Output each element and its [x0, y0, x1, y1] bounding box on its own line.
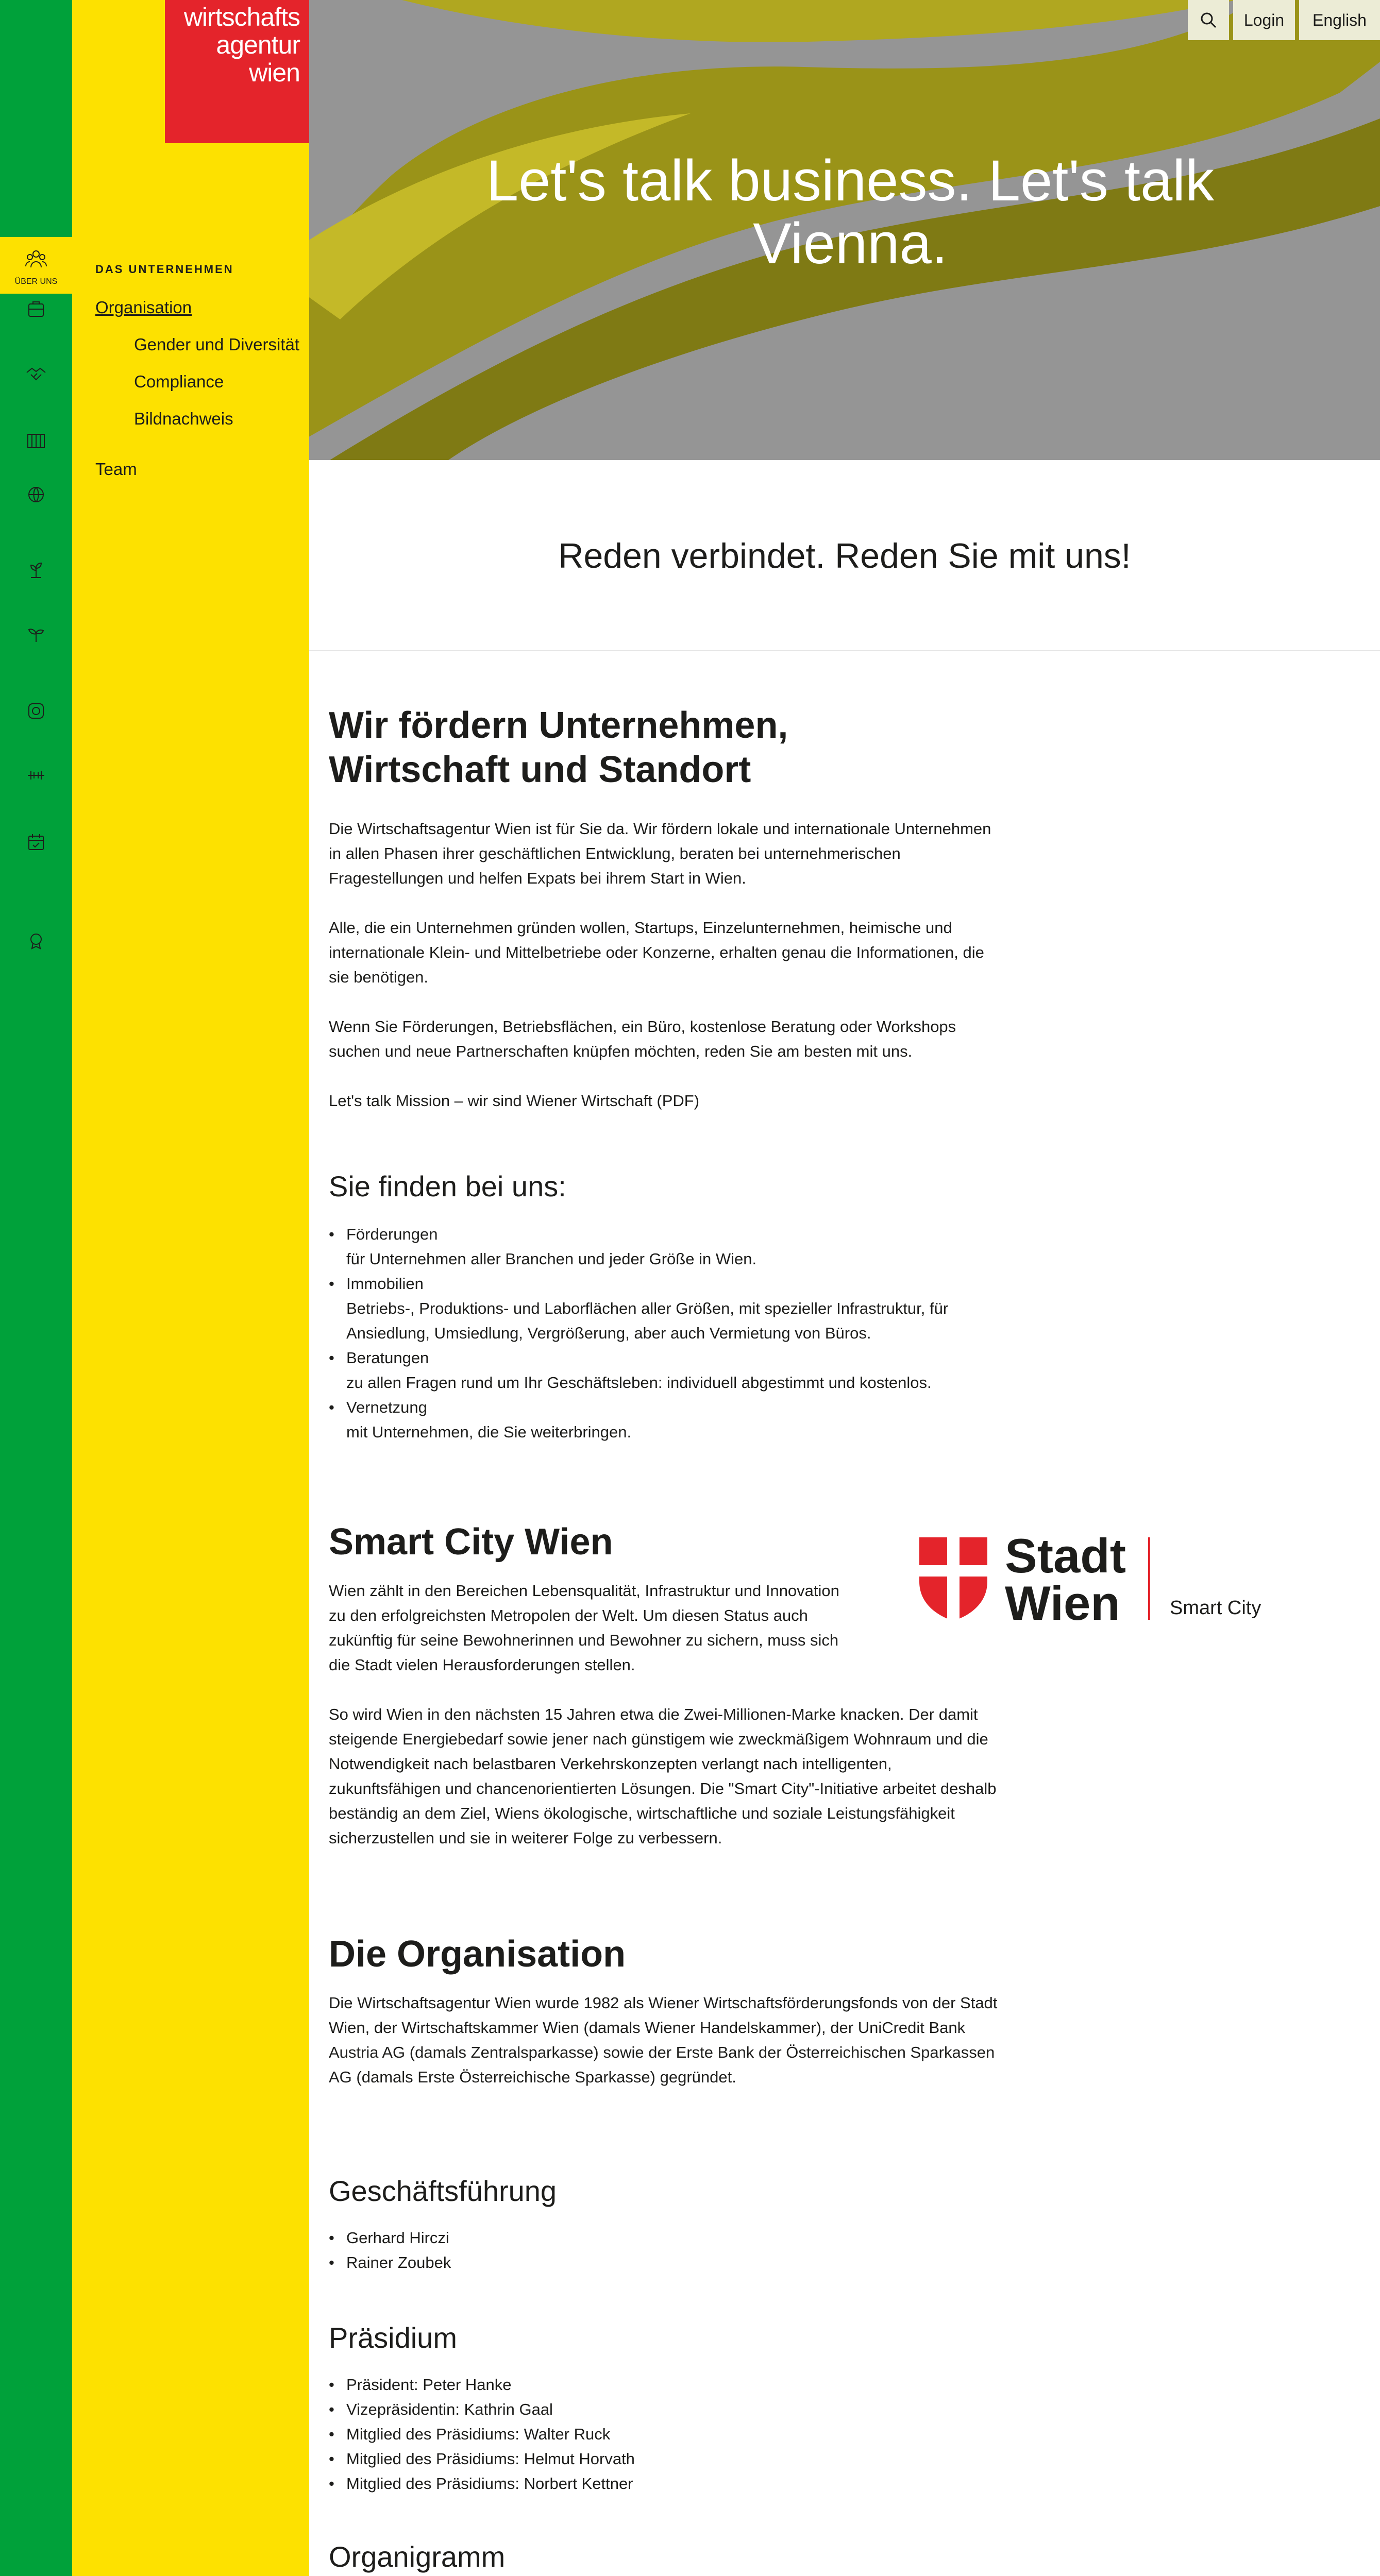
- list-item: • Beratungen zu allen Fragen rund um Ihr Geschäftsleben: individuell abgestimmt und kostenlos.: [329, 1346, 999, 1395]
- nav-item-gender-diversity[interactable]: Gender und Diversität: [134, 335, 299, 354]
- search-button[interactable]: [1188, 0, 1229, 40]
- offers-title: Sie finden bei uns:: [329, 1170, 566, 1202]
- offers-section: [329, 1170, 999, 1445]
- handshake-icon[interactable]: [18, 355, 54, 392]
- management-title: Geschäftsführung: [329, 2175, 557, 2207]
- nav-heading: DAS UNTERNEHMEN: [95, 263, 234, 276]
- list-item: • Mitglied des Präsidiums: Helmut Horvath: [329, 2447, 999, 2471]
- rail-item-ueber-uns[interactable]: [0, 237, 72, 294]
- badge-icon[interactable]: [18, 922, 54, 958]
- logo-divider: [1148, 1537, 1150, 1620]
- calendar-icon[interactable]: [18, 824, 54, 860]
- offers-list: [329, 1222, 999, 1445]
- list-item: • Vernetzung mit Unternehmen, die Sie weiterbringen.: [329, 1395, 999, 1445]
- network-icon[interactable]: [18, 757, 54, 793]
- language-button[interactable]: English: [1299, 0, 1380, 40]
- management-list: [329, 2226, 999, 2275]
- smart-city-paragraph-2: So wird Wien in den nächsten 15 Jahren etwa die Zwei-Millionen-Marke knacken. Der damit steigende Energiebedarf sowie jener nach günstigem wie zweckmäßigem Wohnraum und die Notwendigkeit nach belastbaren Verkehrskonzepten verlangt nach intelligenten, zukunftsfähigen und chancenorientierten Lösungen. Die "Smart City"-Initiative arbeitet deshalb beständig an dem Ziel, Wiens ökologische, wirtschaftliche und soziale Leistungsfähigkeit sicherzustellen und sie in weiterer Folge zu verbessern.: [329, 1705, 997, 1847]
- intro-paragraph-3: Wenn Sie Förderungen, Betriebsflächen, ein Büro, kostenlose Beratung oder Workshops suchen und neue Partnerschaften knüpfen möchten, reden Sie am besten mit uns.: [329, 1018, 956, 1060]
- smart-city-paragraph-1: Wien zählt in den Bereichen Lebensqualität, Infrastruktur und Innovation zu den erfolgreichsten Metropolen der Welt. Um diesen Status auch zukünftig für seine Bewohnerinnen und Bewohner zu sichern, muss sich die Stadt vielen Herausforderungen stellen.: [329, 1582, 839, 1674]
- board-section: [329, 2321, 999, 2496]
- list-item: • Rainer Zoubek: [329, 2250, 999, 2275]
- nav-item-compliance[interactable]: Compliance: [134, 372, 224, 391]
- logo-word-wien: Wien: [1005, 1576, 1120, 1630]
- tagline: Reden verbindet. Reden Sie mit uns!: [558, 536, 1131, 575]
- login-button[interactable]: Login: [1233, 0, 1295, 40]
- organisation-paragraph: Die Wirtschaftsagentur Wien wurde 1982 als Wiener Wirtschaftsförderungsfonds von der Stadt Wien, der Wirtschaftskammer Wien (damals Wiener Handelskammer), der UniCredit Bank Austria AG (damals Zentralsparkasse) sowie der Erste Bank der Österreichischen Sparkassen AG (damals Erste Österreichische Sparkasse) gegründet.: [329, 1994, 998, 2086]
- smart-city-section: [329, 1520, 999, 1851]
- list-item: • Gerhard Hirczi: [329, 2226, 999, 2250]
- list-item: • Präsident: Peter Hanke: [329, 2372, 999, 2397]
- foerderungen-link[interactable]: Förderungen: [346, 1225, 438, 1243]
- immobilien-link[interactable]: Immobilien: [346, 1275, 424, 1293]
- globe-icon[interactable]: [18, 477, 54, 513]
- navigation-panel: [72, 0, 309, 2576]
- sprout-icon[interactable]: [18, 616, 54, 652]
- intro-paragraph-2: Alle, die ein Unternehmen gründen wollen, Startups, Einzelunternehmen, heimische und internationale Klein- und Mittelbetriebe oder Konzerne, erhalten genau die Informationen, die sie benötigen.: [329, 919, 984, 986]
- logo-word-stadt: Stadt: [1005, 1529, 1126, 1583]
- logo-tag: Smart City: [1170, 1597, 1261, 1619]
- board-title: Präsidium: [329, 2321, 457, 2354]
- target-icon[interactable]: [18, 693, 54, 729]
- list-item: • Förderungen für Unternehmen aller Branchen und jeder Größe in Wien.: [329, 1222, 999, 1272]
- nav-item-team[interactable]: Team: [95, 460, 137, 479]
- orgchart-title: Organigramm: [329, 2540, 506, 2573]
- board-list: [329, 2372, 999, 2496]
- rail-active-label: ÜBER UNS: [14, 277, 58, 286]
- orgchart-section: [329, 2540, 999, 2576]
- list-item: • Vizepräsidentin: Kathrin Gaal: [329, 2397, 999, 2422]
- briefcase-icon[interactable]: [18, 291, 54, 327]
- intro-paragraph-1: Die Wirtschaftsagentur Wien ist für Sie da. Wir fördern lokale und internationale Unternehmen in allen Phasen ihrer geschäftlichen Entwicklung, beraten bei unternehmerischen Fragestellungen und helfen Expats bei ihrem Start in Wien.: [329, 820, 991, 887]
- nav-item-bildnachweis[interactable]: Bildnachweis: [134, 409, 233, 428]
- smart-city-title: Smart City Wien: [329, 1521, 613, 1563]
- people-icon: [18, 241, 54, 277]
- search-icon: [1198, 10, 1219, 30]
- building-icon[interactable]: [18, 422, 54, 459]
- list-item: • Immobilien Betriebs-, Produktions- und Laborflächen aller Größen, mit spezieller Infrastruktur, für Ansiedlung, Umsiedlung, Vergrößerung, aber auch Vermietung von Büros.: [329, 1272, 999, 1346]
- organisation-title: Die Organisation: [329, 1934, 626, 1975]
- intro-section: [329, 703, 999, 1113]
- stadt-wien-smart-city-logo: [917, 1529, 1288, 1630]
- hero-banner: [309, 0, 1380, 460]
- management-section: [329, 2174, 999, 2275]
- list-item: • Mitglied des Präsidiums: Norbert Kettner: [329, 2471, 999, 2496]
- section-rail: [0, 0, 72, 2576]
- vienna-shield-icon: [917, 1535, 989, 1623]
- plant-icon[interactable]: [18, 551, 54, 587]
- beratungen-link[interactable]: Beratungen: [346, 1349, 429, 1367]
- logo[interactable]: [165, 0, 309, 143]
- divider: [309, 650, 1380, 651]
- mission-pdf-link[interactable]: Let's talk Mission – wir sind Wiener Wirtschaft (PDF): [329, 1092, 700, 1110]
- smart-city-initiative-link[interactable]: "Smart City"-Initiative: [728, 1780, 879, 1798]
- organisation-section: [329, 1932, 999, 2090]
- hero-headline: Let's talk business. Let's talk Vienna.: [486, 148, 1215, 276]
- list-item: • Mitglied des Präsidiums: Walter Ruck: [329, 2422, 999, 2447]
- intro-title: Wir fördern Unternehmen, Wirtschaft und Standort: [329, 705, 788, 790]
- nav-item-organisation[interactable]: Organisation: [95, 298, 192, 317]
- logo-text: wirtschafts agentur wien: [183, 3, 300, 87]
